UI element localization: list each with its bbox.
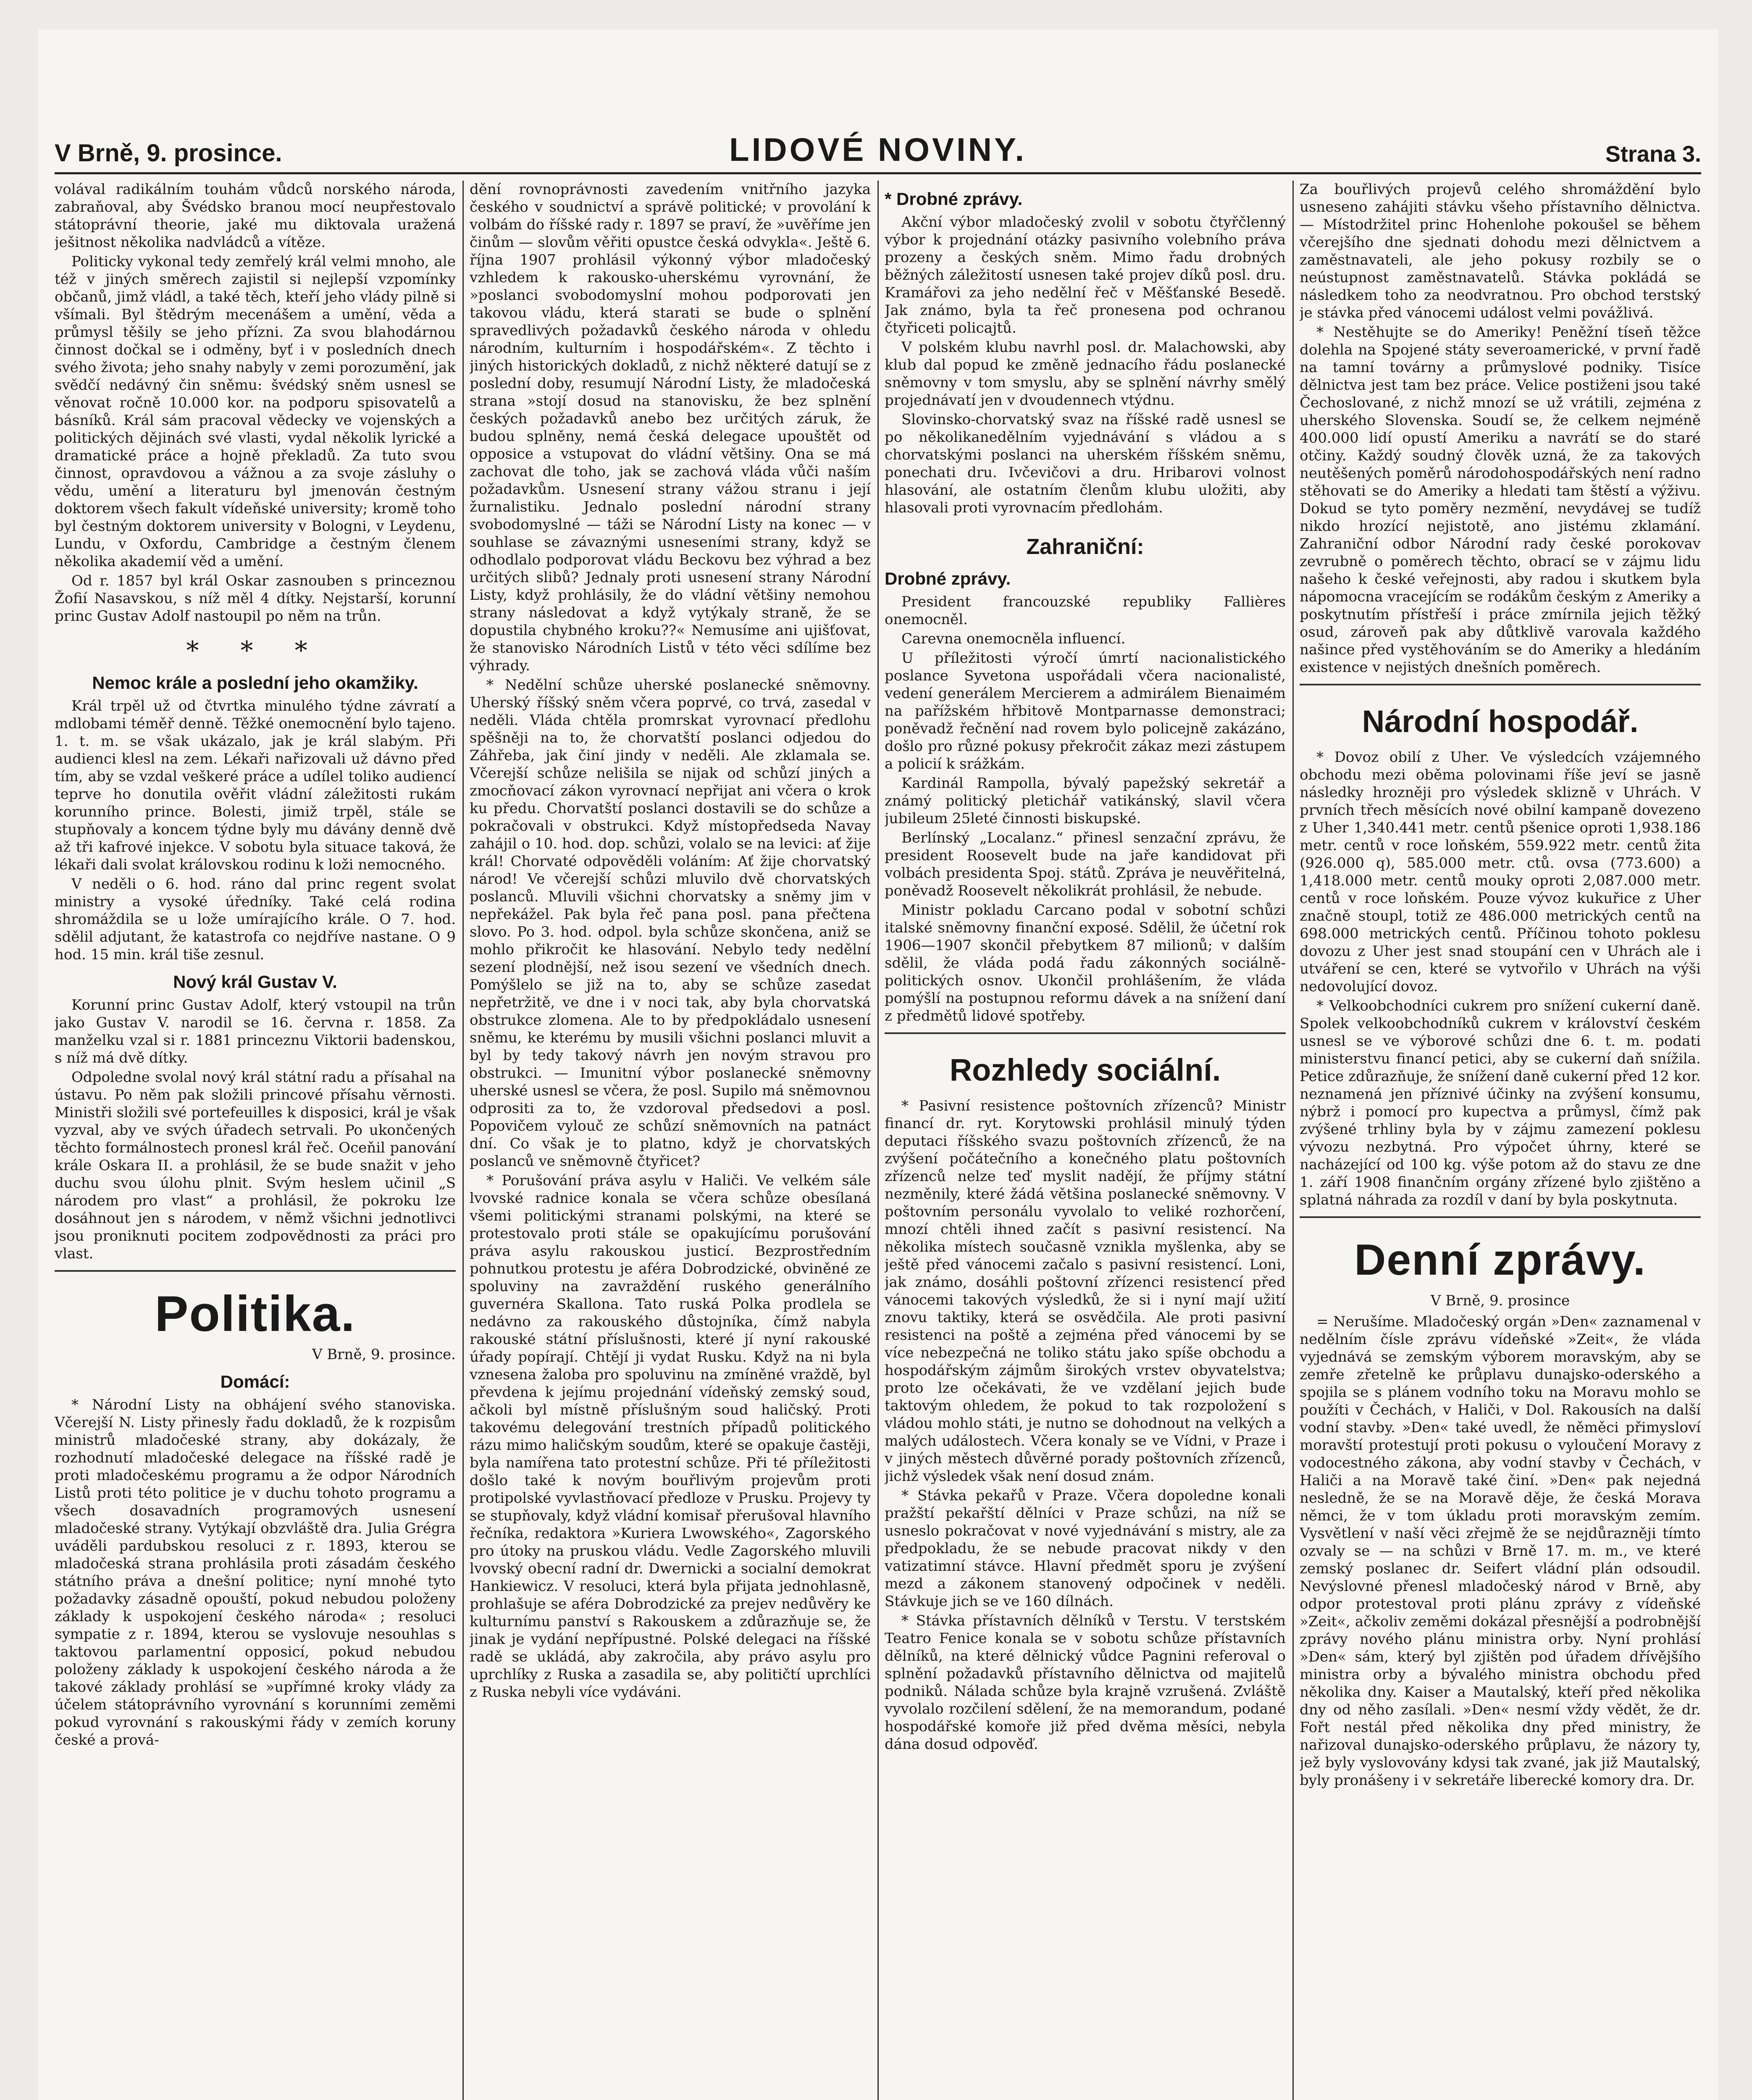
section-heading-denni: Denní zprávy. (1354, 1236, 1646, 1284)
article-text: * Velkoobchodníci cukrem pro snížení cukerní daně. Spolek velkoobchodníků cukrem v království českém usnesl se ve výborové schůzi dne 6. t. m. podati ministerstvu financí petici, aby se cukerní daň snížila. Petice zdůrazňuje, že snížení daně cukerní před 12 kor. neznamená jen příznivé účinky na zvýšení konsumu, nýbrž i pomocí pro kupectva a průmysl, čímž pak zvýšené trhliny byla by v zájmu zamezení poklesu vývozu nezbytná. Pro výpočet úhrny, které se nacházející od 100 kg. výše potom až do stavu ze dne 1. září 1908 finančním orgány zřízené bylo zjištěno a splatná náhrada za rozdíl v daní by byla poskytnuta. (1300, 998, 1701, 1208)
article-text: * Porušování práva asylu v Haliči. Ve velkém sále lvovské radnice konala se včera schůze obesílaná všemi politickými stranami polskými, na které se protestovalo proti stále se opakujícímu porušování práva asylu rakouskou justicí. Bezprostředním pohnutkou protestu je aféra Dobrodzické, obviněné ze spoluviny na zavraždění ruského generálního guvernéra Skallona. Tato ruská Polka prodlela se nedávno za rakouského důstojníka, čímž nabyla rakouské státní příslušnosti, které jí nyní rakouské úřady popírají. Chtějí ji vydat Rusku. Když na ni byla vznesena žaloba pro spoluvinu na zmíněné vraždě, byl převdena k jejímu projednání vídeňský zemský soud, ačkoli byl místně příslušným soud haličský. Proti takovému delegování trestních případů politického rázu mimo haličským soudům, které se opakuje častěji, byla namířena tato protestní schůze. Při té příležitosti došlo také k novým bouřlivým projevům proti protipolské vyvlastňovací předloze v Prusku. Projevy ty se stupňovaly, když vládní komisař přerušoval hlavního řečníka, redaktora »Kuriera Lwowského«, Zagorského pro útoky na pruskou vládu. Vedle Zagorského mluvili lvovský obecní radní dr. Dwernicki a socialní demokrat Hankiewicz. V resoluci, která byla přijata jednohlasně, prohlašuje se aféra Dobrodzické za prejev nedůvěry ke kulturnímu panství s Rakouskem a zdůrazňuje se, že jinak je vydání nepřípustné. Polské delegaci na říšské radě se ukládá, aby zakročila, aby právo asylu pro uprchlíky z Ruska a zasadila se, aby političtí uprchlíci z Ruska nebyli více vydáváni. (470, 1172, 871, 1701)
article-text: Kardinál Rampolla, bývalý papežský sekretář a známý politický pletichář vatikánský, slavil včera jubileum 25leté činnosti biskupské. (885, 775, 1286, 827)
page-number: Strana 3. (1605, 142, 1701, 167)
article-text: volával radikálním touhám vůdců norského národa, zabraňoval, aby Švédsko branou mocí neupřestovalo státoprávní theorie, jaké mu diktovala uražená ješitnost několika nadvládců a vítěze. (55, 181, 456, 251)
article-text: * Národní Listy na obhájení svého stanoviska. Včerejší N. Listy přinesly řadu dokladů, že k rozpisům ministrů mladočeské strany, aby dokázaly, že rozhodnutí mladočeské delegace na říšské radě je proti mladočeskému programu a že odpor Národních Listů proti této politice je v duchu tohoto programu a všech dosavadních programových usnesení mladočeské strany. Vytýkají obzvláště dra. Julia Grégra uváděli pardubskou resoluci z r. 1893, kterou se mladočeská strana prohlásila proti zásadám českého státního práva a dnešní politice; nyní mnohé tyto požadavky zásadně opouští, pokud nebudou položeny základy k uspokojení českého národa« ; resoluci sympatie z r. 1894, kterou se vyslovuje nesouhlas s taktovou parlamentní opposicí, pokud nebudou položeny základy k uspokojení českého národa a že takové základy prohlásí se »upřímné kroky vlády za účelem státoprávního vyrovnání s korunními zeměmi pokud vyrovnání s rakouskými řády v zemích koruny české a prová- (55, 1396, 456, 1748)
article-text: Za bouřlivých projevů celého shromáždění bylo usneseno zahájiti stávku všeho přístavního dělnictva. — Místodržitel princ Hohenlohe pokoušel se během včerejšího dne sjednati dohodu mezi dělnictvem a zaměstnavateli, ale jeho pokusy rozbily se o neústupnost zaměstnavatelů. Stávka pokládá se následkem toho za neodvratnou. Pro obchod terstský je stávka před vánocemi událost velmi povážlivá. (1300, 181, 1701, 321)
article-text: Ministr pokladu Carcano podal v sobotní schůzi italské sněmovny finanční exposé. Sdělil, že účetní rok 1906—1907 skončil přebytkem 87 milionů; v dalším sdělil, že vláda podá řadu zákonných sociálně-politických osnov. Ukončil prohlášením, že vláda pomýšlí na postupnou reformu dávek a na snížení daní z předmětů lidové spotřeby. (885, 902, 1286, 1024)
article-text: Král trpěl už od čtvrtka minulého týdne závratí a mdlobami téměř denně. Těžké onemocnění bylo tajeno. 1. t. m. se však ukázalo, jak je král slabým. Při audienci klesl na zem. Lékaři nařizovali už dávno před tím, aby se vzdal veškeré práce a udílel toliko audiencí teprve ho donutila ověřit vládní záležitosti rukám korunního prince. Bolesti, jimiž trpěl, stále se stupňovaly a koncem týdne byly mu dávány denně dvě až tři kafrové injekce. V sobotu byla situace taková, že lékaři dali svolat královskou rodinu k loži nemocného. (55, 698, 456, 873)
newspaper-title: LIDOVÉ NOVINY. (729, 131, 1027, 168)
separator (55, 1270, 456, 1272)
article-text: Akční výbor mladočeský zvolil v sobotu čtyřčlenný výbor k projednání otázky pasivního volebního práva prozeny a českých sněm. Mimo řadu drobných běžných záležitostí usnesen také projev díků posl. dru. Kramářovi za jeho nedělní řeč v Měšťanské Besedě. Jak známo, byla ta řeč pronesena pod ochranou čtyřiceti policajtů. (885, 214, 1286, 336)
column-1 (55, 181, 456, 2100)
separator (1300, 1216, 1701, 1218)
headline-drobne-zpravy: * Drobné zprávy. (885, 189, 1023, 209)
article-text: Politicky vykonal tedy zemřelý král velmi mnoho, ale též v jiných směrech zajistil si nejlepší vzpomínky občanů, jimž vládl, a také těch, kteří jeho vlády pilně si všímali. Byl štědrým mecenášem a umění, věda a průmysl těšily se jeho přízni. Za svou blahodárnou činnost dočkal se i odměny, byť i v posledních dnech svého života; jeho snahy nabyly v zemi porozumění, jak svědčí nedávný čin sněmu: švédský sněm usnesl se věnovat ročně 10.000 kor. na podporu spisovatelů a básníků. Král sám pracoval vědecky ve vojenských a politických dějinách své vlasti, vydal několik lyrické a dramatické práce a hojně překladů. Za tuto svou činnost, opravdovou a vážnou a za svoje zásluhy o vědu, umění a literaturu byl jmenován čestným doktorem všech fakult vídeňské university; kromě toho byl čestným doktorem university v Bologni, v Leydenu, Lundu, v Oxfordu, Cambridge a čestným členem několika akademií věd a umění. (55, 253, 456, 570)
subsection-domaci: Domácí: (220, 1372, 290, 1391)
article-text: Slovinsko-chorvatský svaz na říšské radě usnesl se po několikanedělním vyjednávání s vládou a s chorvatskými poslanci na uherském říšském sněmu, ponechati dru. Ivčevičovi a dru. Hribarovi volnost hlasování, ale ostatním členům klubu uložiti, aby hlasovali proti vyrovnacím předlohám. (885, 411, 1286, 516)
separator (885, 1032, 1286, 1034)
section-dateline: V Brně, 9. prosince (1430, 1292, 1570, 1309)
article-text: V polském klubu navrhl posl. dr. Malachowski, aby klub dal popud ke změně jednacího řádu poslanecké sněmovny v tom smyslu, aby se splnění návrhy smělý projednávatí jen v dvoudennech vtýdnu. (885, 339, 1286, 409)
article-text: U příležitosti výročí úmrtí nacionalistického poslance Syvetona uspořádali včera nacionalisté, vedení generálem Mercierem a admirálem Bienaimém na pařížském hřbitově Montparnasse demonstraci; poněvadž řečnění nad rovem bylo policejně zakázáno, došlo pro různé pokusy překročit zákaz mezi zástupem a policií k srážkám. (885, 650, 1286, 772)
column-rule (877, 181, 879, 2100)
section-heading-politika: Politika. (155, 1286, 356, 1342)
subsection-zahranicni: Zahraniční: (1026, 535, 1144, 559)
column-4 (1300, 181, 1701, 2100)
article-text: Odpoledne svolal nový král státní radu a přísahal na ústavu. Po něm pak složili princové přísahu věrnosti. Ministři složili své portefeuilles k disposici, král je však vyzval, aby ve svých úřadech setrvali. Po ukončených těchto formálnostech pronesl král řeč. Oceňil panování krále Oskara II. a prohlásil, že se bude snažit v jeho duchu svou úlohu plnit. Svým heslem učinil „S národem pro vlast“ a prohlásil, že pokroku lze dosáhnout jen s národem, v němž všichni jednotlivci jsou proniknuti pocitem zodpovědnosti za práci pro vlast. (55, 1069, 456, 1262)
columns (55, 181, 1701, 2100)
section-dateline: V Brně, 9. prosince. (312, 1346, 456, 1363)
section-heading-rozhledy: Rozhledy sociální. (949, 1053, 1221, 1087)
headline-illness: Nemoc krále a poslední jeho okamžiky. (92, 673, 418, 693)
article-text: President francouzské republiky Fallières onemocněl. (885, 593, 1286, 628)
article-text: * Dovoz obilí z Uher. Ve výsledcích vzájemného obchodu mezi oběma polovinami říše jeví se jasně následky hrozněji pro výsledek sklizně v Uhrách. V prvních třech měsících nové obilní kampaně dovezeno z Uher 1,340.441 metr. centů pšenice oproti 1,938.186 metr. centů v roce loňském, 559.922 metr. centů žita (926.000 q), 585.000 metr. ctů. ovsa (773.600) a 1,418.000 metr. centů mouky oproti 2,087.000 metr. centů v roce loňském. Pouze vývoz kukuřice z Uher značně stoupl, totiž ze 486.000 metrických centů na 698.000 metrických centů. Příčinou tohoto poklesu dovozu z Uher jest snad stoupání cen v Uhrách ale i utváření se cen, které se vytvořilo v Uhrách na výši nedovolující dovoz. (1300, 749, 1701, 995)
article-text: * Nestěhujte se do Ameriky! Peněžní tíseň těžce dolehla na Spojené státy severoamerické, v první řadě na tamní továrny a průmyslové podniky. Tisíce dělnictva jest tam bez práce. Velice postiženi jsou také Čechoslované, z nichž mnozí se už vrátili, zejména z uherského Slovenska. Soudí se, že celkem nejméně 400.000 lidí opustí Ameriku a navrátí se do staré otčiny. Každý soudný člověk uzná, že za takových neutěšených poměrů národohospodářských není radno stěhovati se do Ameriky a hledati tam štěstí a výživu. Dokud se tyto poměry nezmění, nevydávej se tudíž nikdo hrozící nejistotě, ano jistému zklamání. Zahraniční odbor Národní rady české porokovav zevrubně o poměrech těchto, obrací se v zájmu lidu našeho k české veřejnosti, aby radou i skutkem byla nápomocna vracejícím se rodákům českým z Ameriky a poskytnutím přístřeší i práce zmírnila jejich těžký osud, zároveň pak aby důtklivě varovala každého našince před vystěhováním se do Ameriky a hledáním existence v nejistých dnešních poměrech. (1300, 324, 1701, 676)
headline-new-king: Nový král Gustav V. (173, 972, 337, 992)
article-text: * Nedělní schůze uherské poslanecké sněmovny. Uherský říšský sněm včera poprvé, co trvá, zasedal v neděli. Vláda chtěla promrskat vyrovnací předlohu spěšněji na to, že chorvatští poslanci odjedou do Záhřeba, jak činí jindy v neděli. Ale zklamala se. Včerejší schůze nelišila se nijak od schůzí jiných a zmocňovací zákon vyrovnací nepřijat ani včera o krok ku předu. Chorvatští poslanci dostavili se do schůze a pokračovali v obstrukci. Když místopředseda Navay zahájil o 10. hod. dop. schůzi, volalo se na levici: ať žije král! Chorvaté odpověděli voláním: Ať žije chorvatský národ! Ve včerejší schůzi mluvilo dvě chorvatských poslanců. Mluvili všichni chorvatsky a sněmy jim v nepřekážel. Pak byla řeč pana posl. pana přečtena slovo. Po 3. hod. odpol. byla schůze skončena, aniž se mohlo přikročit ke hlasování. Nebylo tedy nedělní sezení plodnější, než isou sezení ve všedních dnech. Pomýšlelo se již na to, aby se schůze zasedat nepřetržitě, ve dne i v noci tak, aby byla chorvatská obstrukce zlomena. Ale to by předpokládalo usnesení sněmu, ke kterému by musili všichni poslanci mluvit a byl by tedy takový návrh jen novým stravou pro obstrukci. — Imunitní výbor poslanecké sněmovny uherské usnesl se včera, že posl. Supilo má sněmovnou odprositi za to, že vzdoroval předsedovi a posl. Popovičem vylouč ze schůzí sněmovních na patnáct dní. Co však je to platno, když je chorvatských poslanců ve sněmovně čtyřicet? (470, 677, 871, 1170)
newspaper-page (38, 29, 1718, 2100)
article-text: dění rovnoprávnosti zavedením vnitřního jazyka českého v soudnictví a správě politické; v provolání k volbám do říšské rady r. 1897 se praví, že »uvěříme jen činům — slovům věřiti opustce česká odvykla«. Ještě 6. října 1907 prohlásil výkonný výbor mladočeský vzhledem k rakousko-uherskému vyrovnání, že »poslanci svobodomyslní mohou podporovati jen takovou vládu, která starati se bude o splnění spravedlivých požadavků českého národa v ohledu národním, kulturním i hospodářském«. Z těchto i jiných historických dokladů, z nichž některé datují se z poslední doby, resumují Národní Listy, že mladočeská strana »stojí dosud na stanovisku, že bez splnění českých požadavků anebo bez určitých záruk, že budou splněny, nemá česká delegace upouštět od opposice a vstupovat do vládní většiny. Ona se má zachovat dle toho, jak se zachová vláda vůči naším požadavkům. Usnesení strany vážou stranu i její žurnalistiku. Jednalo poslední národní strany svobodomyslné — táži se Národní Listy na konec — v souhlase se závaznými usneseními strany, když se odhodlalo podporovat vládu Beckovu bez výhrad a bez určitých slibů? Jednaly proti usnesení strany Národní Listy, když prohlásily, že do vládní většiny nemohou strany následovat a když vytýkaly straně, že se dopustila chybného kroku??« Nemusíme ani ujišťovat, že stanovisko Národních Listů v této věci sdílíme bez výhrady. (470, 181, 871, 674)
article-text: Carevna onemocněla influencí. (901, 630, 1126, 647)
section-heading-hospodar: Národní hospodář. (1362, 704, 1639, 739)
separator (1300, 684, 1701, 685)
page-header (55, 126, 1701, 174)
header-dateline: V Brně, 9. prosince. (55, 139, 282, 167)
column-3 (885, 181, 1286, 2100)
article-text: * Pasivní resistence poštovních zřízenců? Ministr financí dr. ryt. Korytowski prohlásil minulý týden deputaci říšského svazu poštovních zřízenců, že na zvýšení počátečního a konečného platu poštovních zřízenců nelze teď myslit nadějí, že příjmy státní nezměnily, které žádá většina poslanecké sněmovny. V poštovním personálu vyvolalo to veliké rozhorčení, mnozí chtěli ihned začít s pasivní resistencí. Na několika místech současně vznikla myšlenka, aby se ještě před vánocemi začalo s pasivní resistencí. Loni, jak známo, dosáhli poštovní zřízenci resistencí před vánocemi takových výsledků, že si i nyní mají užití znovu taktiky, která se osvědčila. Ale proti pasivní resistenci na poště a zejména před vánocemi by se více nebezpečná ne toliko státu jako spíše obchodu a hospodářským zájmům širokých vrstev obyvatelstva; proto lze očekávati, že ve vzdělaní jejich bude taktovým ohledem, že pokud to tak rozpoložení s vládou mohlo státi, je nutno se dohodnout na velkých a malých událostech. Včera konaly se ve Vídni, v Praze i v jiných městech důvěrné porady poštovních zřízenců, jichž výsledek však není dosud znám. (885, 1097, 1286, 1485)
headline-drobne-zpravy-2: Drobné zprávy. (885, 569, 1011, 588)
article-text: Berlínský „Localanz.“ přinesl senzační zprávu, že president Roosevelt bude na jaře kandidovat při volbách presidenta Spoj. států. Zpráva je neuvěřitelná, poněvadž Roosevelt několikrát prohlásil, že nebude. (885, 830, 1286, 899)
column-rule (1292, 181, 1294, 2100)
article-text: * Stávka pekařů v Praze. Včera dopoledne konali pražští pekařští dělníci v Praze schůzi, na níž se usneslo pokračovat v nové vyjednávání s mistry, ale za předpokladu, že se nebude pracovat nikdy v den vatizatimní stávce. Hlavní předmět sporu je zvýšení mezd a zákonem stanovený odpočinek v neděli. Stávkuje jich se ve 160 dílnách. (885, 1487, 1286, 1610)
section-ornament: * * * (186, 636, 324, 665)
article-text: Korunní princ Gustav Adolf, který vstoupil na trůn jako Gustav V. narodil se 16. června r. 1858. Za manželku vzal si r. 1881 princeznu Viktorii badenskou, s níž má dvě dítky. (55, 997, 456, 1066)
article-text: = Nerušíme. Mladočeský orgán »Den« zaznamenal v nedělním čísle zprávu vídeňské »Zeit«, že vláda vyjednává se zemským výborem moravským, aby se zemře zřetelně ke průplavu dunajsko-oderského a spojila se s plánem vodního toku na Moravu mohlo se použíti v Čechách, v Haliči, v Dol. Rakousích na další vodní stavby. »Den« také uvedl, že něměci přimysloví moravští protestují proti pokusu o vyloučení Moravy z vodocestného zákona, aby vodní stavby v Čechách, v Haliči a na Moravě také činí. »Den« pak nejedná nesledně, že se na Moravě děje, že česká Morava němci, že v tom úkladu proti moravským zemím. Vysvětlení v naší věci zřejmě že se nejdůrazněji tímto ozvaly se — na schůzi v Brně 17. m. m., ve které zemský poslanec dr. Seifert vládní plán odsoudil. Nevýslovné přenesl mladočeský národ v Brně, aby odpor protestoval proti plánu zprávy z vídeňské »Zeit«, ačkoliv zeměmi dokázal přesnější a podrobnější zprávy nového plánu ministra orby. Nyní prohlásí »Den« sám, který byl zjištěn pod úřadem dřívějšího ministra orby a bývalého ministra obchodu před několika dny. Kaiser a Mautalský, kteří před několika dny od něho zasílali. »Den« nesmí vždy vědět, že dr. Fořt nestál před několika dny před ministry, že nařizoval dunajsko-oderského průplavu, že názory ty, jež byly vyslovovány kdysi tak zvané, jak již Mautalský, byly pronášeny i v sekretáře liberecké komory dra. Dr. (1300, 1313, 1701, 1789)
column-rule (462, 181, 464, 2100)
column-2 (470, 181, 871, 2100)
article-text: * Stávka přístavních dělníků v Terstu. V terstském Teatro Fenice konala se v sobotu schůze přístavních dělníků, na které dělnický vůdce Pagnini referoval o splnění požadavků přístavního dělnictva od majitelů podniků. Nálada schůze byla krajně vzrušená. Zvláště vyvolalo rozčilení sdělení, že na memorandum, podané hospodářské komoře již před dvěma měsíci, nebyla dána dosud odpověď. (885, 1612, 1286, 1753)
article-text: V neděli o 6. hod. ráno dal princ regent svolat ministry a vysoké úředníky. Také celá rodina shromáždila se u lože umírajícího krále. O 7. hod. sdělil adjutant, že katastrofa co nejdříve nastane. O 9 hod. 15 min. král tiše zesnul. (55, 876, 456, 963)
article-text: Od r. 1857 byl král Oskar zasnouben s princeznou Žofií Nasavskou, s níž měl 4 dítky. Nejstarší, korunní princ Gustav Adolf nastoupil po něm na trůn. (55, 572, 456, 625)
